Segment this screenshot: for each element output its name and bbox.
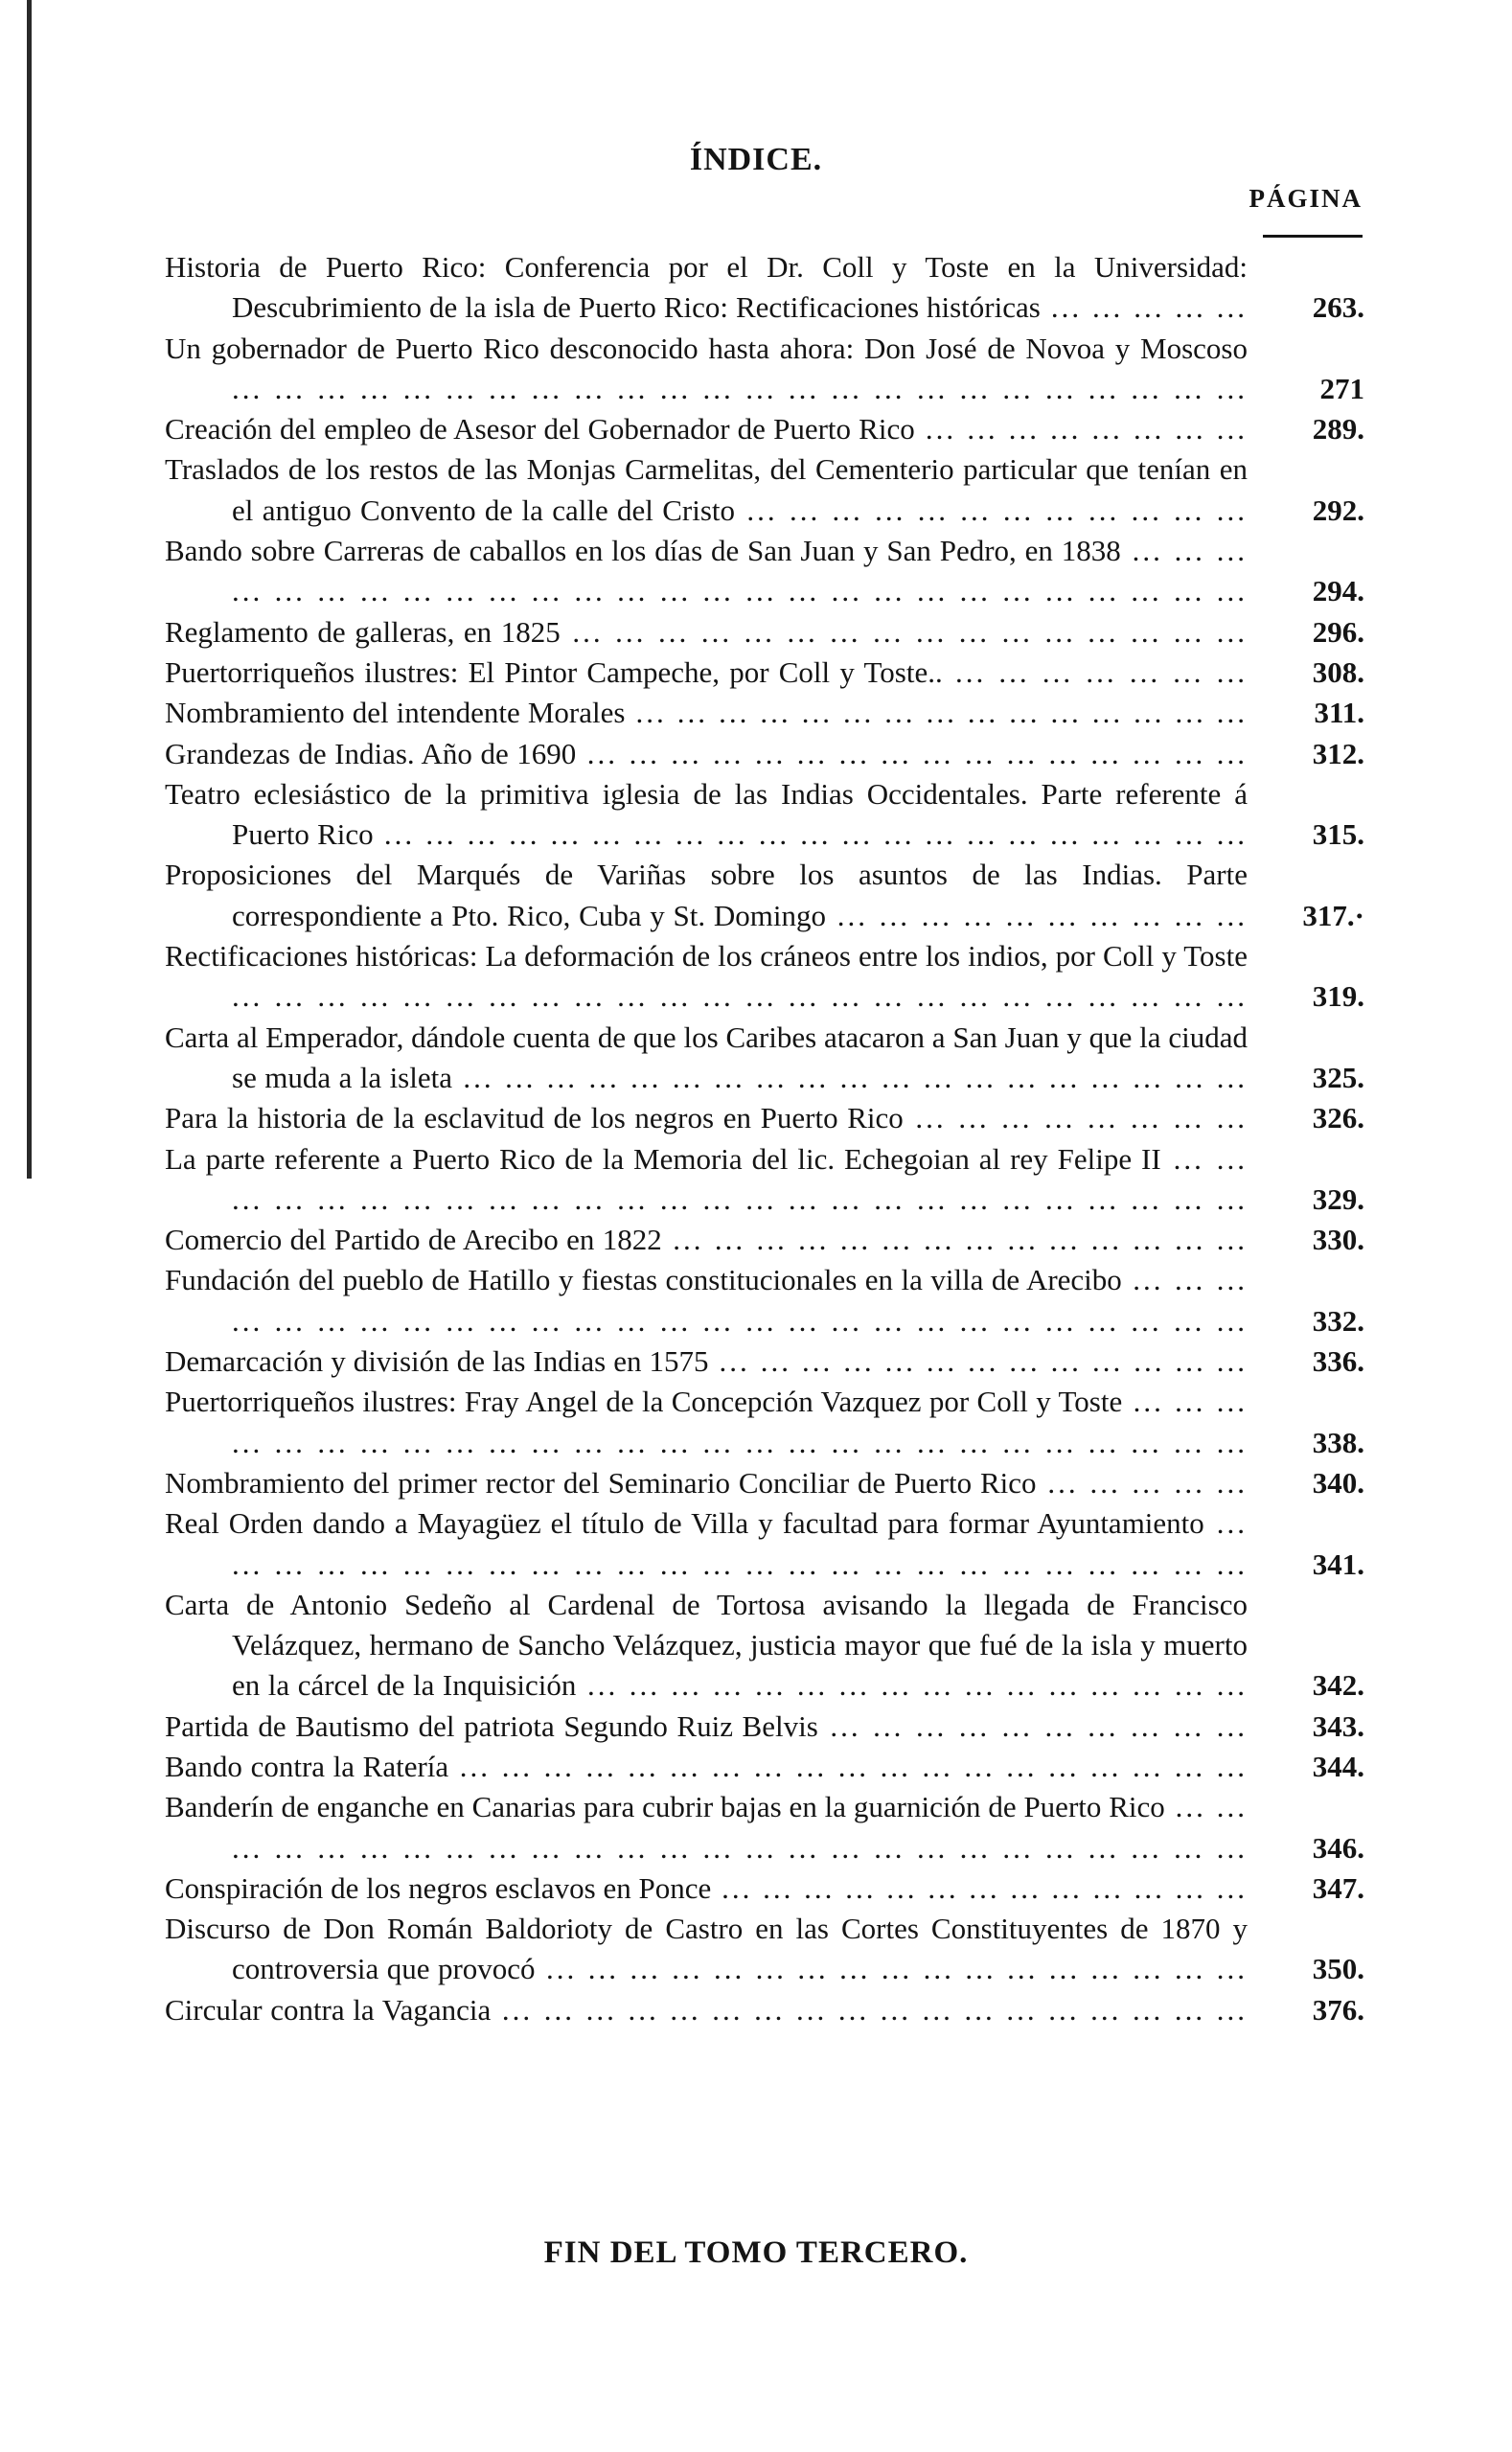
dot-leaders: ... ... ... ... ... ... ... ... ... ... ... ...	[735, 493, 1249, 527]
entry-title-text: Conspiración de los negros esclavos en Ponce	[165, 1870, 712, 1905]
entry-page-number: 312.	[1312, 736, 1364, 770]
entry-title-text: Para la historia de la esclavitud de los negros en Puerto Rico	[165, 1101, 904, 1135]
toc-entry	[165, 1260, 1364, 1341]
entry-title-text: Partida de Bautismo del patriota Segundo Ruiz Belvis	[165, 1708, 818, 1743]
entry-page-number: 342.	[1312, 1668, 1364, 1703]
toc-entry	[165, 449, 1364, 531]
entry-title	[165, 329, 1248, 410]
toc-entry	[165, 1098, 1364, 1138]
dot-leaders: ... ... ... ... ... ... ... ... ... ... ... ... ... ... ... ... ... ... ... ... ...	[373, 817, 1248, 852]
toc-entry	[165, 247, 1364, 329]
entry-title-text: Demarcación y división de las Indias en 1575	[165, 1344, 709, 1379]
toc-entry	[165, 1139, 1364, 1221]
entry-title-text: Bando contra la Ratería	[165, 1749, 449, 1783]
entry-title	[165, 855, 1248, 936]
entry-page-number: 343.	[1312, 1708, 1364, 1743]
entry-page-number: 338.	[1312, 1425, 1364, 1459]
dot-leaders: ... ... ... ... ...	[1036, 1465, 1248, 1500]
entry-title-text: Grandezas de Indias. Año de 1690	[165, 736, 577, 770]
entry-page-number: 326.	[1312, 1101, 1364, 1135]
end-of-volume-note: FIN DEL TOMO TERCERO.	[543, 2235, 969, 2270]
entry-page-number: 344.	[1312, 1749, 1364, 1783]
dot-leaders: ... ... ... ... ... ... ... ... ... ... ... ... ... ... ... ... ... ... ... ... ... ... ... ... ... ...	[232, 1141, 1249, 1216]
toc-entry	[165, 1787, 1364, 1868]
entry-title	[165, 1585, 1248, 1707]
entry-title	[165, 1503, 1248, 1585]
entry-title	[165, 1341, 1248, 1382]
dot-leaders: ... ... ... ... ... ... ... ... ... ...	[826, 898, 1249, 932]
toc-entry	[165, 1707, 1364, 1747]
header-rule	[1263, 235, 1363, 238]
toc-entry	[165, 936, 1364, 1018]
entry-page-number: 332.	[1312, 1303, 1364, 1338]
entry-page-number: 325.	[1312, 1060, 1364, 1094]
dot-leaders: ... ... ... ... ... ... ... ... ... ... ... ... ... ... ... ...	[576, 736, 1248, 770]
entry-title	[165, 409, 1248, 449]
dot-leaders: ... ... ... ... ... ... ... ... ... ... ... ... ... ... ... ... ... ... ... ... ... ... ... ... ... ... ...	[232, 1263, 1248, 1338]
toc-entry	[165, 774, 1364, 856]
entry-page-number: 294.	[1312, 574, 1364, 608]
toc-entry	[165, 1503, 1364, 1585]
entry-page-number: 330.	[1312, 1223, 1364, 1257]
toc-entry	[165, 612, 1364, 653]
dot-leaders: ... ... ... ... ... ... ... ... ... ... ... ... ...	[711, 1870, 1248, 1905]
entry-title-text: Comercio del Partido de Arecibo en 1822	[165, 1223, 662, 1257]
dot-leaders: ... ... ... ... ... ... ... ... ... ... ... ... ... ... ... ... ... ... ... ... ... ... ... ... ...	[232, 1506, 1249, 1581]
entry-title	[165, 1139, 1248, 1221]
dot-leaders: ... ... ... ... ... ... ... ... ... ... ... ... ... ... ... ... ... ... ... ... ... ... ... ...	[232, 371, 1248, 405]
entry-title	[165, 247, 1248, 329]
toc-entry	[165, 1868, 1364, 1909]
entry-page-number: 329.	[1312, 1181, 1364, 1216]
toc-entry	[165, 1341, 1364, 1382]
dot-leaders: ... ... ... ... ... ... ... ...	[903, 1101, 1249, 1135]
entry-title	[165, 734, 1248, 774]
dot-leaders: ... ... ... ... ... ... ... ... ... ... ... ... ... ...	[661, 1223, 1249, 1257]
entry-title	[165, 1787, 1248, 1868]
dot-leaders: ... ... ... ... ... ... ... ... ... ... ... ... ... ... ... ... ... ... ... ... ... ... ... ... ... ... ...	[232, 534, 1249, 608]
entry-page-number: 350.	[1312, 1952, 1364, 1986]
entry-title-text: Creación del empleo de Asesor del Gobernador de Puerto Rico	[165, 412, 915, 447]
toc-entry	[165, 693, 1364, 733]
dot-leaders: ... ... ... ... ... ... ... ... ... ... ... ... ... ... ... ... ... ... ... ... ... ... ... ... ... ... ...	[232, 1385, 1249, 1459]
toc-entry	[165, 1018, 1364, 1099]
entry-page-number: 341.	[1312, 1547, 1364, 1581]
toc-entry	[165, 329, 1364, 410]
entry-page-number: 346.	[1312, 1830, 1364, 1865]
entry-title-text: Teatro eclesiástico de la primitiva iglesia de las Indias Occidentales. Parte referente á Puerto Rico	[165, 776, 1248, 852]
toc-entry	[165, 531, 1364, 612]
entry-title-text: Carta de Antonio Sedeño al Cardenal de Tortosa avisando la llegada de Francisco Velázquez, hermano de Sancho Velázquez, justicia mayor que fué de la isla y muerto en la cárcel de la Inquisición	[165, 1587, 1248, 1703]
dot-leaders: ... ... ... ... ... ... ... ... ... ... ... ... ... ... ... ...	[560, 614, 1249, 649]
entry-title	[165, 1098, 1248, 1138]
dot-leaders: ... ... ... ... ... ... ... ... ... ... ... ... ... ... ...	[625, 696, 1248, 730]
entry-page-number: 317.·	[1302, 898, 1364, 932]
dot-leaders: ... ... ... ... ... ... ... ... ... ... ... ... ... ... ... ... ... ... ...	[448, 1749, 1248, 1783]
table-of-contents	[165, 247, 1364, 2030]
toc-entry	[165, 1585, 1364, 1707]
dot-leaders: ... ... ... ... ... ... ...	[942, 654, 1248, 689]
entry-title-text: Proposiciones del Marqués de Variñas sobre los asuntos de las Indias. Parte correspondiente a Pto. Rico, Cuba y St. Domingo	[165, 858, 1248, 932]
entry-title	[165, 1747, 1248, 1787]
entry-title-text: Puertorriqueños ilustres: El Pintor Campeche, por Coll y Toste..	[165, 654, 943, 689]
entry-title	[165, 1260, 1248, 1341]
toc-entry	[165, 734, 1364, 774]
toc-entry	[165, 1220, 1364, 1260]
dot-leaders: ... ... ... ... ... ... ... ... ... ... ... ... ... ... ... ... ... ...	[491, 1992, 1249, 2027]
entry-title-text: Circular contra la Vagancia	[165, 1992, 492, 2027]
entry-page-number: 347.	[1312, 1870, 1364, 1905]
entry-title-text: Historia de Puerto Rico: Conferencia por el Dr. Coll y Toste en la Universidad: Descubrimiento de la isla de Puerto Rico: Rectificaciones históricas	[165, 250, 1248, 325]
entry-page-number: 376.	[1312, 1992, 1364, 2027]
page-title: ÍNDICE.	[689, 142, 823, 177]
toc-entry	[165, 409, 1364, 449]
entry-page-number: 311.	[1314, 696, 1364, 730]
toc-entry	[165, 1463, 1364, 1503]
entry-title	[165, 1707, 1248, 1747]
entry-page-number: 340.	[1312, 1465, 1364, 1500]
dot-leaders: ... ... ... ... ... ... ... ... ... ...	[817, 1708, 1249, 1743]
entry-page-number: 271	[1319, 371, 1364, 405]
entry-title	[165, 531, 1248, 612]
entry-title-text: Discurso de Don Román Baldorioty de Castro en las Cortes Constituyentes de 1870 y controversia que provocó	[165, 1912, 1248, 1986]
entry-title-text: Rectificaciones históricas: La deformación de los cráneos entre los indios, por Coll y Toste	[165, 939, 1248, 974]
entry-page-number: 308.	[1312, 654, 1364, 689]
toc-entry	[165, 1909, 1364, 1990]
entry-title-text: Nombramiento del primer rector del Seminario Conciliar de Puerto Rico	[165, 1465, 1037, 1500]
entry-title	[165, 653, 1248, 693]
entry-title-text: Nombramiento del intendente Morales	[165, 696, 626, 730]
entry-title-text: Bando sobre Carreras de caballos en los días de San Juan y San Pedro, en 1838	[165, 534, 1121, 568]
entry-title-text: Carta al Emperador, dándole cuenta de que los Caribes atacaron a San Juan y que la ciudad se muda a la isleta	[165, 1020, 1248, 1094]
entry-title	[165, 1018, 1248, 1099]
dot-leaders: ... ... ... ... ...	[1040, 290, 1249, 325]
entry-title-text: Real Orden dando a Mayagüez el título de Villa y facultad para formar Ayuntamiento	[165, 1506, 1204, 1541]
entry-title	[165, 1909, 1248, 1990]
dot-leaders: ... ... ... ... ... ... ... ... ... ... ... ... ... ... ... ... ... ... ... ... ... ... ... ...	[232, 979, 1248, 1014]
entry-page-number: 263.	[1312, 290, 1364, 325]
entry-title	[165, 612, 1248, 653]
entry-title	[165, 1382, 1248, 1463]
toc-entry	[165, 653, 1364, 693]
entry-page-number: 319.	[1312, 979, 1364, 1014]
dot-leaders: ... ... ... ... ... ... ... ... ... ... ... ... ... ... ... ... ...	[535, 1952, 1249, 1986]
entry-title	[165, 1463, 1248, 1503]
entry-page-number: 292.	[1312, 493, 1364, 527]
dot-leaders: ... ... ... ... ... ... ... ... ... ... ... ... ... ... ... ... ... ... ...	[452, 1060, 1249, 1094]
entry-title-text: Fundación del pueblo de Hatillo y fiestas constitucionales en la villa de Arecibo	[165, 1263, 1122, 1297]
page-column-header: PÁGINA	[1249, 184, 1363, 213]
toc-entry	[165, 1747, 1364, 1787]
entry-title-text: Banderín de enganche en Canarias para cubrir bajas en la guarnición de Puerto Rico	[165, 1790, 1165, 1824]
entry-title-text: Un gobernador de Puerto Rico desconocido hasta ahora: Don José de Novoa y Moscoso	[165, 331, 1248, 365]
entry-title	[165, 693, 1248, 733]
entry-title	[165, 936, 1248, 1018]
entry-page-number: 336.	[1312, 1344, 1364, 1379]
toc-entry	[165, 1382, 1364, 1463]
entry-title	[165, 774, 1248, 856]
toc-entry	[165, 855, 1364, 936]
entry-title-text: Traslados de los restos de las Monjas Carmelitas, del Cementerio particular que tenían en el antiguo Convento de la calle del Cristo	[165, 452, 1248, 527]
dot-leaders: ... ... ... ... ... ... ... ...	[914, 412, 1249, 447]
entry-page-number: 296.	[1312, 614, 1364, 649]
dot-leaders: ... ... ... ... ... ... ... ... ... ... ... ... ... ... ... ...	[576, 1668, 1248, 1703]
entry-title	[165, 449, 1248, 531]
dot-leaders: ... ... ... ... ... ... ... ... ... ... ... ... ... ... ... ... ... ... ... ... ... ... ... ... ... ...	[232, 1790, 1249, 1865]
entry-title	[165, 1990, 1248, 2030]
dot-leaders: ... ... ... ... ... ... ... ... ... ... ... ... ...	[708, 1344, 1249, 1379]
entry-title	[165, 1220, 1248, 1260]
entry-page-number: 289.	[1312, 412, 1364, 447]
entry-title-text: Puertorriqueños ilustres: Fray Angel de la Concepción Vazquez por Coll y Toste	[165, 1385, 1123, 1419]
entry-page-number: 315.	[1312, 817, 1364, 852]
entry-title-text: La parte referente a Puerto Rico de la Memoria del lic. Echegoian al rey Felipe II	[165, 1141, 1161, 1176]
toc-entry	[165, 1990, 1364, 2030]
entry-title	[165, 1868, 1248, 1909]
entry-title-text: Reglamento de galleras, en 1825	[165, 614, 561, 649]
